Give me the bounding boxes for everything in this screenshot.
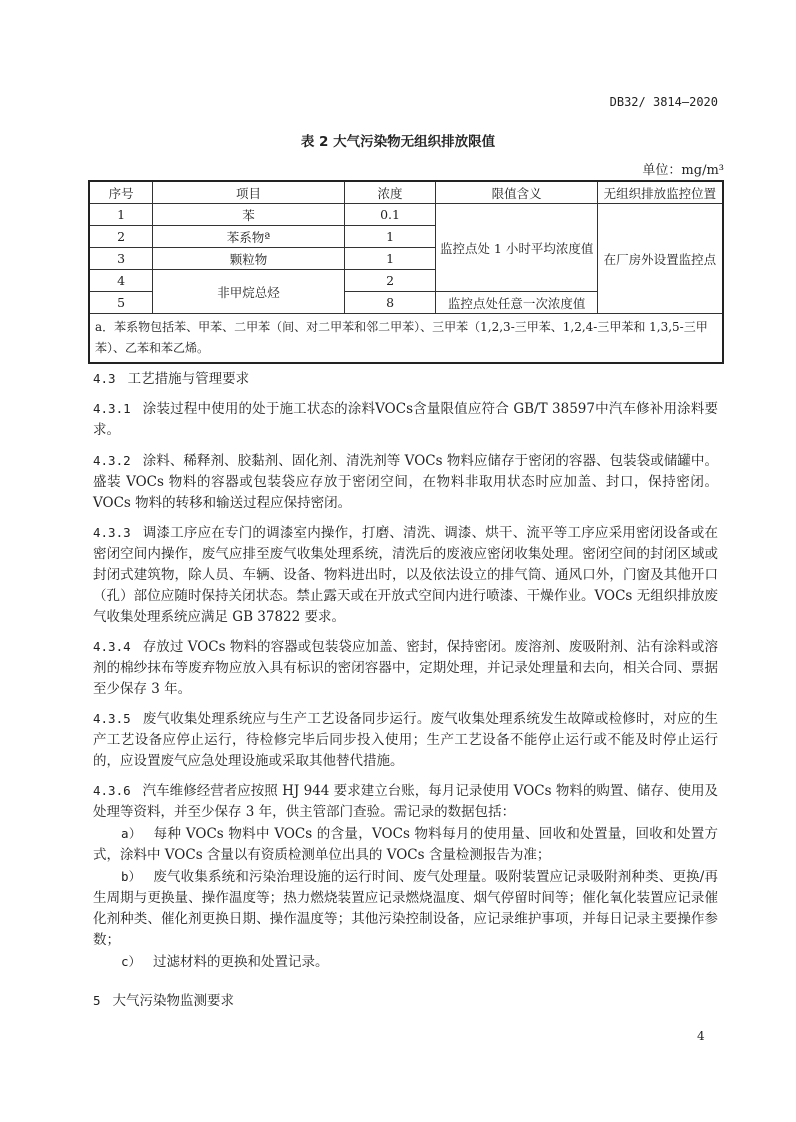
list-text: 过滤材料的更换和处置记录。 — [153, 954, 329, 970]
clause-number: 4.3.2 — [93, 453, 131, 468]
cell-item: 苯系物ª — [153, 226, 344, 248]
document-code: DB32/ 3814—2020 — [609, 95, 718, 109]
header-cell: 浓度 — [344, 181, 436, 204]
header-cell: 限值含义 — [436, 181, 597, 204]
list-label: b） — [121, 869, 142, 884]
clause-number: 4.3.1 — [93, 401, 131, 416]
list-text: 每种 VOCs 物料中 VOCs 的含量，VOCs 物料每月的使用量、回收和处置量，回收和处置方式，涂料中 VOCs 含量以有资质检测单位出具的 VOCs 含量检测报告为准； — [93, 826, 719, 863]
section-number: 5 — [93, 993, 101, 1008]
table-title: 表 2 大气污染物无组织排放限值 — [300, 134, 496, 150]
cell-no: 4 — [89, 270, 153, 292]
cell-meaning: 监控点处任意一次浓度值 — [436, 292, 597, 314]
cell-conc: 8 — [344, 292, 436, 314]
clause-text: 涂装过程中使用的处于施工状态的涂料VOCs含量限值应符合 GB/T 38597中汽车修补用涂料要求。 — [93, 401, 718, 438]
clause-4-3-2 — [93, 450, 718, 514]
section-5 — [93, 990, 718, 1012]
section-heading: 工艺措施与管理要求 — [127, 371, 250, 387]
header-cell: 无组织排放监控位置 — [597, 181, 723, 204]
cell-conc: 2 — [344, 270, 436, 292]
list-label: c） — [121, 954, 142, 969]
clause-text: 调漆工序应在专门的调漆室内操作，打磨、清洗、调漆、烘干、流平等工序应采用密闭设备或在密闭空间内操作，废气应排至废气收集处理系统，清洗后的废液应密闭收集处理。密闭空间的封闭区域或封闭式建筑物，除人员、车辆、设备、物料进出时，以及依法设立的排气筒、通风口外，门窗及其他开口（孔）部位应随时保持关闭状态。禁止露天或在开放式空间内进行喷漆、干燥作业。VOCs 无组织排放废气收集处理系统应满足 GB 37822 要求。 — [93, 525, 718, 625]
page-number: 4 — [697, 1029, 705, 1043]
clause-text: 涂料、稀释剂、胶黏剂、固化剂、清洗剂等 VOCs 物料应储存于密闭的容器、包装袋或储罐中。盛装 VOCs 物料的容器或包装袋应存放于密闭空间，在物料非取用状态时应加盖、封口，保持密闭。VOCs 物料的转移和输送过程应保持密闭。 — [93, 453, 718, 511]
table-row — [89, 204, 723, 226]
cell-item: 苯 — [153, 204, 344, 226]
list-item — [93, 951, 718, 973]
table-header-row — [89, 181, 723, 204]
clause-number: 4.3.4 — [93, 639, 131, 654]
clause-text: 汽车维修经营者应按照 HJ 944 要求建立台账，每月记录使用 VOCs 物料的购置、储存、使用及处理等资料，并至少保存 3 年，供主管部门查验。需记录的数据包括： — [93, 783, 718, 820]
clause-4-3-3 — [93, 522, 718, 628]
section-number: 4.3 — [93, 371, 116, 386]
cell-conc: 0.1 — [344, 204, 436, 226]
cell-item: 颗粒物 — [153, 248, 344, 270]
clause-4-3-1 — [93, 398, 718, 441]
cell-no: 2 — [89, 226, 153, 248]
header-cell: 项目 — [153, 181, 344, 204]
cell-meaning: 监控点处 1 小时平均浓度值 — [436, 204, 597, 292]
cell-no: 1 — [89, 204, 153, 226]
clause-text: 存放过 VOCs 物料的容器或包装袋应加盖、密封，保持密闭。废溶剂、废吸附剂、沾有涂料或溶剂的棉纱抹布等废弃物应放入具有标识的密闭容器中，定期处理，并记录处理量和去向，相关合同、票据至少保存 3 年。 — [93, 639, 718, 697]
clause-number: 4.3.5 — [93, 711, 131, 726]
list-text: 废气收集系统和污染治理设施的运行时间、废气处理量。吸附装置应记录吸附剂种类、更换/再生周期与更换量、操作温度等；热力燃烧装置应记录燃烧温度、烟气停留时间等；催化氧化装置应记录催化剂种类、催化剂更换日期、操作温度等；其他污染控制设备，应记录维护事项，并每日记录主要操作参数； — [93, 869, 718, 948]
section-4-3 — [93, 368, 718, 390]
clause-4-3-5 — [93, 708, 718, 772]
clause-4-3-6 — [93, 780, 718, 973]
cell-item: 非甲烷总烃 — [153, 270, 344, 314]
list-item — [93, 866, 718, 951]
clause-number: 4.3.6 — [93, 783, 131, 798]
header-cell: 序号 — [89, 181, 153, 204]
cell-conc: 1 — [344, 248, 436, 270]
list-label: a） — [121, 826, 142, 841]
section-heading: 大气污染物监测要求 — [112, 993, 235, 1009]
cell-no: 5 — [89, 292, 153, 314]
table-footnote-row — [89, 314, 723, 364]
clause-text: 废气收集处理系统应与生产工艺设备同步运行。废气收集处理系统发生故障或检修时，对应的生产工艺设备应停止运行，待检修完毕后同步投入使用；生产工艺设备不能停止运行或不能及时停止运行的，应设置废气应急处理设施或采取其他替代措施。 — [93, 711, 718, 769]
cell-location: 在厂房外设置监控点 — [597, 204, 723, 314]
list-item — [93, 823, 718, 866]
cell-no: 3 — [89, 248, 153, 270]
emission-limits-table — [88, 180, 724, 364]
clause-4-3-4 — [93, 636, 718, 700]
clause-number: 4.3.3 — [93, 525, 131, 540]
table-unit: 单位：mg/m³ — [642, 163, 724, 178]
cell-conc: 1 — [344, 226, 436, 248]
table-footnote: a．苯系物包括苯、甲苯、二甲苯（间、对二甲苯和邻二甲苯）、三甲苯（1,2,3-三甲苯、1,2,4-三甲苯和 1,3,5-三甲苯）、乙苯和苯乙烯。 — [89, 314, 723, 364]
